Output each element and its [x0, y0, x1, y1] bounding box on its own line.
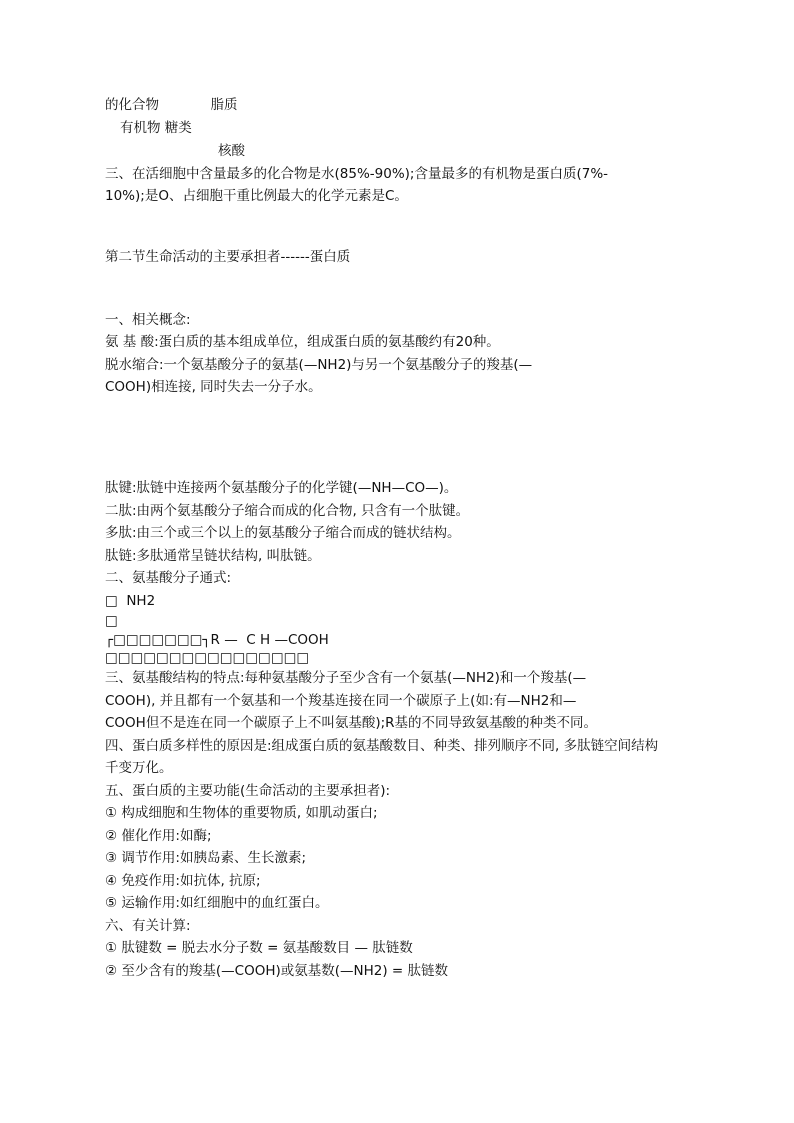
text-line: 二肽:由两个氨基酸分子缩合而成的化合物, 只含有一个肽键。 [105, 503, 470, 519]
text-line: 脱水缩合:一个氨基酸分子的氨基(—NH2)与另一个氨基酸分子的羧基(— [105, 357, 533, 373]
section-heading: 第二节生命活动的主要承担者------蛋白质 [105, 249, 351, 265]
formula-line: □□□□□□□□□□□□□□□□ [105, 650, 310, 666]
text-line: COOH但不是连在同一个碳原子上不叫氨基酸);R基的不同导致氨基酸的种类不同。 [105, 715, 598, 731]
text-line: 二、氨基酸分子通式: [105, 570, 232, 586]
text-line: 三、在活细胞中含量最多的化合物是水(85%-90%);含量最多的有机物是蛋白质(7%- [105, 166, 609, 182]
list-item: ④ 免疫作用:如抗体, 抗原; [105, 873, 261, 889]
text-line: 千变万化。 [105, 760, 173, 776]
text-line: 有机物 糖类 [120, 120, 192, 136]
text-line: 四、蛋白质多样性的原因是:组成蛋白质的氨基酸数目、种类、排列顺序不同, 多肽链空间结构 [105, 738, 659, 754]
text-line: 肽链:多肽通常呈链状结构, 叫肽链。 [105, 548, 321, 564]
list-item: ② 至少含有的羧基(—COOH)或氨基数(—NH2) = 肽链数 [105, 963, 449, 979]
formula-line: ┌□□□□□□□┐R — C H —COOH [105, 632, 329, 648]
list-item: ③ 调节作用:如胰岛素、生长激素; [105, 850, 306, 866]
text-line: 的化合物 脂质 [105, 97, 238, 113]
text-line: 10%);是O、占细胞干重比例最大的化学元素是C。 [105, 188, 408, 204]
list-item: ② 催化作用:如酶; [105, 828, 212, 844]
text-line: 三、氨基酸结构的特点:每种氨基酸分子至少含有一个氨基(—NH2)和一个羧基(— [105, 670, 587, 686]
list-item: ⑤ 运输作用:如红细胞中的血红蛋白。 [105, 895, 329, 911]
text-line: 五、蛋白质的主要功能(生命活动的主要承担者): [105, 783, 391, 799]
text-line: 核酸 [218, 143, 245, 159]
list-item: ① 构成细胞和生物体的重要物质, 如肌动蛋白; [105, 805, 378, 821]
text-line: 六、有关计算: [105, 918, 191, 934]
text-line: COOH), 并且都有一个氨基和一个羧基连接在同一个碳原子上(如:有—NH2和— [105, 693, 577, 709]
text-line: 氨 基 酸:蛋白质的基本组成单位，组成蛋白质的氨基酸约有20种。 [105, 334, 500, 350]
text-line: 肽键:肽链中连接两个氨基酸分子的化学键(—NH—CO—)。 [105, 480, 458, 496]
text-line: COOH)相连接, 同时失去一分子水。 [105, 379, 322, 395]
formula-line: □ NH2 [105, 593, 156, 609]
list-item: ① 肽键数 = 脱去水分子数 = 氨基酸数目 — 肽链数 [105, 940, 413, 956]
text-line: 多肽:由三个或三个以上的氨基酸分子缩合而成的链状结构。 [105, 525, 461, 541]
formula-line: □ [105, 613, 118, 629]
text-line: 一、相关概念: [105, 312, 191, 328]
